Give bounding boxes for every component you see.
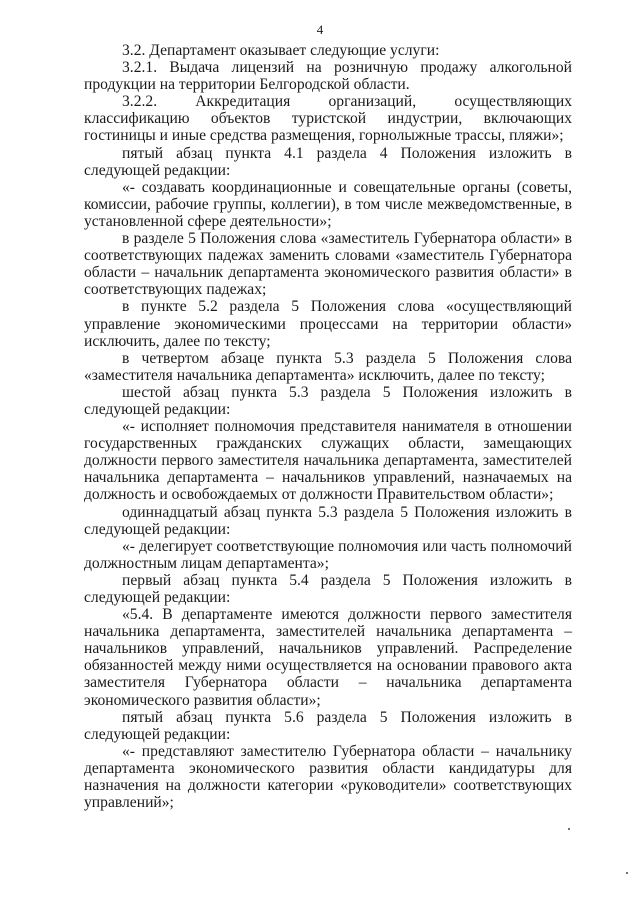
paragraph-3-2-2: 3.2.2. Аккредитация организаций, осуществляющих классификацию объектов туристской индустрии, включающих гостиницы и иные средства размещения, горнолыжные трассы, пляжи»; — [84, 93, 572, 145]
paragraph-amend-5-3-fourth: в четвертом абзаце пункта 5.3 раздела 5 Положения слова «заместителя начальника департамента» исключить, далее по тексту; — [84, 349, 572, 384]
paragraph-amend-5-6: пятый абзац пункта 5.6 раздела 5 Положения изложить в следующей редакции: — [84, 708, 572, 743]
paragraph-quote-5-3-eleventh: «- делегирует соответствующие полномочия или часть полномочий должностным лицам департамента»; — [84, 537, 572, 572]
paragraph-quote-4-1: «- создавать координационные и совещательные органы (советы, комиссии, рабочие группы, коллегии), в том числе межведомственные, в установленной сфере деятельности»; — [84, 178, 572, 230]
paragraph-amend-5-2: в пункте 5.2 раздела 5 Положения слова «осуществляющий управление экономическими процессами на территории области» исключить, далее по тексту; — [84, 298, 572, 350]
document-body — [84, 42, 572, 811]
paragraph-quote-5-4: «5.4. В департаменте имеются должности первого заместителя начальника департамента, заместителей начальника департамента – начальников управлений, начальников управлений. Распределение обязанностей между ними осуществляется на основании правового акта заместителя Губернатора области – начальника департамента экономического развития области»; — [84, 606, 572, 709]
paragraph-3-2: 3.2. Департамент оказывает следующие услуги: — [122, 42, 440, 59]
paragraph-3-2-1: 3.2.1. Выдача лицензий на розничную продажу алкогольной продукции на территории Белгородской области. — [84, 59, 572, 94]
paragraph-amend-5-3-sixth: шестой абзац пункта 5.3 раздела 5 Положения изложить в следующей редакции: — [84, 383, 572, 418]
paragraph-amend-4-1: пятый абзац пункта 4.1 раздела 4 Положения изложить в следующей редакции: — [84, 144, 572, 179]
paragraph-quote-5-3-sixth: «- исполняет полномочия представителя нанимателя в отношении государственных гражданских служащих области, замещающих должности первого заместителя начальника департамента, заместителей начальника департамента – начальников управлений, назначаемых на должность и освобождаемых от должности Правительством области»; — [84, 418, 572, 504]
scan-speck-mark — [568, 828, 570, 830]
paragraph-amend-5-4: первый абзац пункта 5.4 раздела 5 Положения изложить в следующей редакции: — [84, 571, 572, 606]
paragraph-amend-section-5: в разделе 5 Положения слова «заместитель Губернатора области» в соответствующих падежах заменить словами «заместитель Губернатора области – начальник департамента экономического развития области» в соответствующих падежах; — [84, 230, 572, 299]
paragraph-amend-5-3-eleventh: одиннадцатый абзац пункта 5.3 раздела 5 Положения изложить в следующей редакции: — [84, 503, 572, 538]
scan-speck-mark — [626, 872, 628, 874]
paragraph-quote-5-6: «- представляют заместителю Губернатора области – начальнику департамента экономического развития области кандидатуры для назначения на должности категории «руководители» соответствующих управлений»; — [84, 742, 572, 812]
page-number: 4 — [316, 22, 324, 37]
